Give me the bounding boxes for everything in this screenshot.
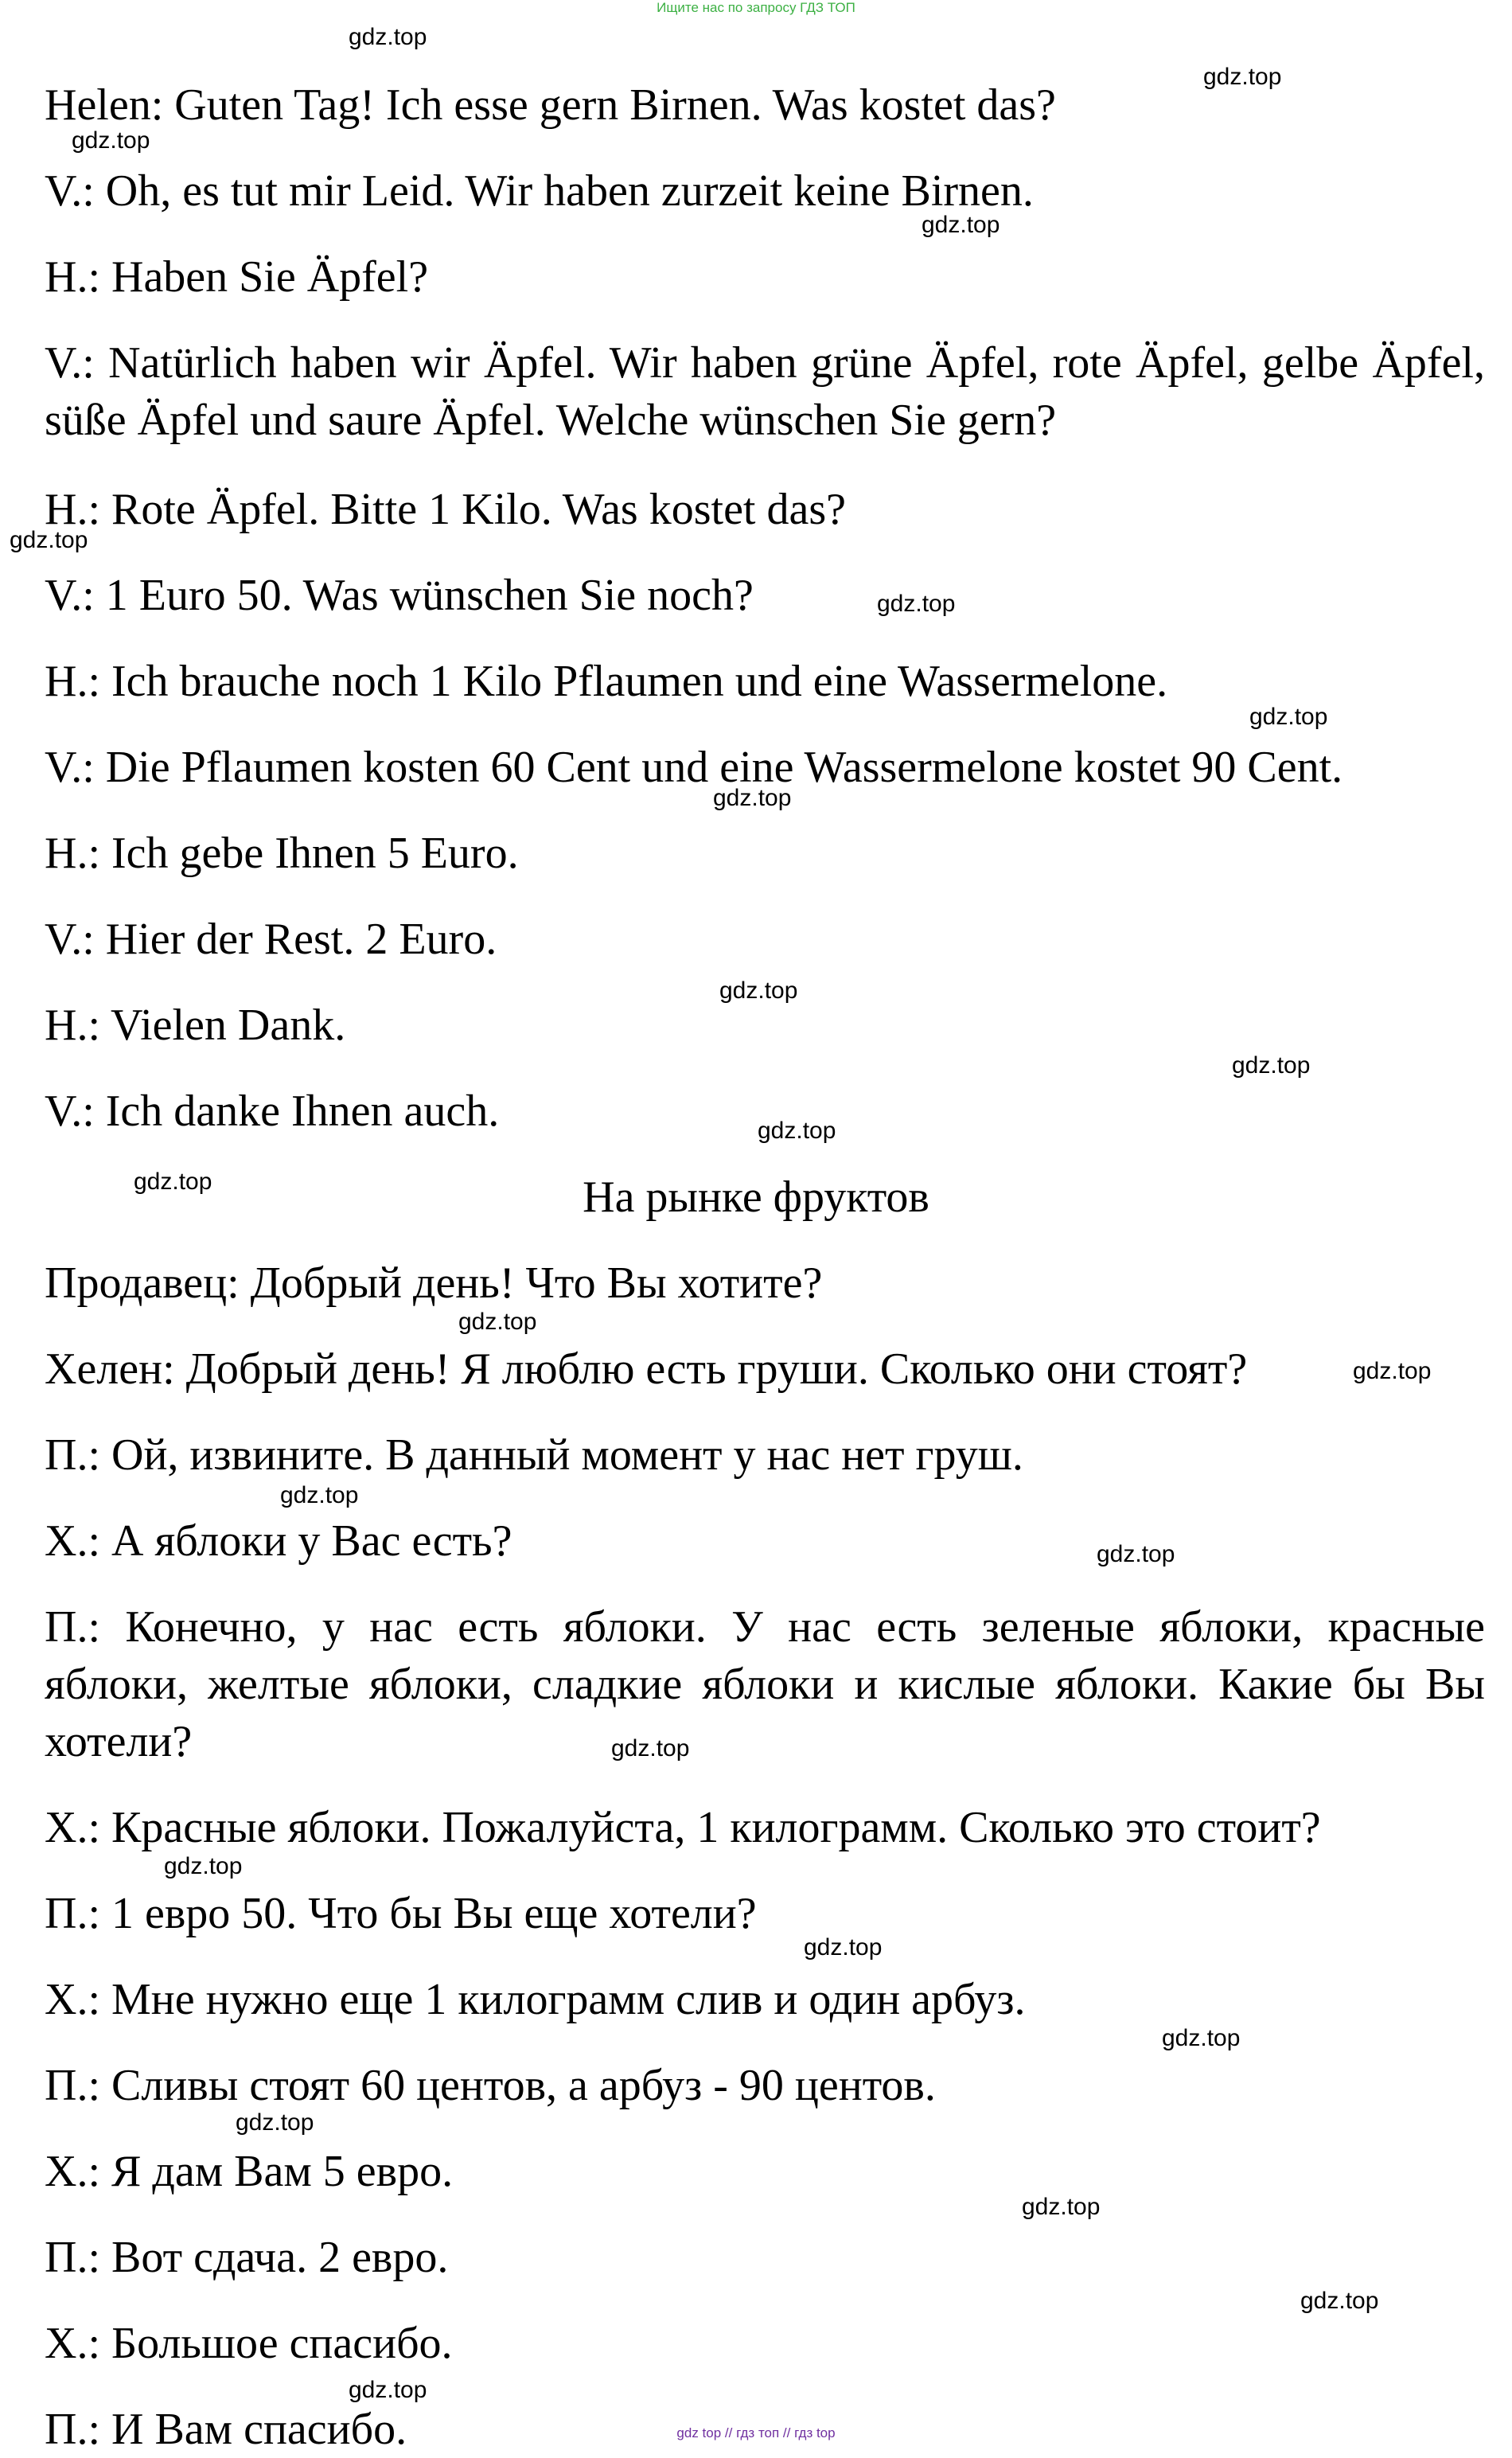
dialogue-de-line: H.: Ich brauche noch 1 Kilo Pflaumen und eine Wassermelone.	[45, 657, 1168, 706]
watermark: gdz.top	[236, 2109, 314, 2136]
watermark: gdz.top	[1232, 1052, 1311, 1079]
dialogue-ru-paragraph: П.: Конечно, у нас есть яблоки. У нас есть зеленые яблоки, красные яблоки, желтые яблоки, сладкие яблоки и кислые яблоки. Какие бы Вы хотели?	[45, 1602, 1485, 1766]
watermark: gdz.top	[134, 1169, 212, 1195]
watermark: gdz.top	[164, 1853, 243, 1879]
dialogue-ru-line: Х.: А яблоки у Вас есть?	[45, 1516, 512, 1566]
watermark: gdz.top	[1097, 1541, 1175, 1567]
dialogue-ru-line: П.: Вот сдача. 2 евро.	[45, 2233, 449, 2282]
dialogue-de-paragraph: V.: Natürlich haben wir Äpfel. Wir haben grüne Äpfel, rote Äpfel, gelbe Äpfel, süße Äpfel und saure Äpfel. Welche wünschen Sie gern?	[45, 338, 1485, 445]
dialogue-ru-line: Х.: Мне нужно еще 1 килограмм слив и один арбуз.	[45, 1975, 1026, 2024]
dialogue-ru-line: Х.: Большое спасибо.	[45, 2319, 453, 2368]
watermark: gdz.top	[72, 127, 150, 154]
dialogue-de-line: Helen: Guten Tag! Ich esse gern Birnen. Was kostet das?	[45, 80, 1056, 130]
watermark: gdz.top	[10, 527, 88, 553]
dialogue-ru-line: Х.: Я дам Вам 5 евро.	[45, 2147, 454, 2196]
dialogue-ru-line: Продавец: Добрый день! Что Вы хотите?	[45, 1258, 823, 1308]
dialogue-ru-line: П.: И Вам спасибо.	[45, 2405, 407, 2454]
footer-links[interactable]: gdz top // гдз топ // гдз top	[676, 2425, 836, 2440]
watermark: gdz.top	[719, 977, 798, 1004]
watermark: gdz.top	[713, 785, 792, 811]
dialogue-ru-line: Х.: Красные яблоки. Пожалуйста, 1 килограмм. Сколько это стоит?	[45, 1803, 1321, 1852]
dialogue-de-line: V.: Oh, es tut mir Leid. Wir haben zurzeit keine Birnen.	[45, 166, 1034, 216]
dialogue-de-line: V.: Hier der Rest. 2 Euro.	[45, 915, 497, 964]
watermark: gdz.top	[1022, 2194, 1101, 2220]
watermark: gdz.top	[1203, 64, 1282, 90]
dialogue-ru-line: П.: Ой, извините. В данный момент у нас нет груш.	[45, 1430, 1023, 1480]
dialogue-de-line: H.: Rote Äpfel. Bitte 1 Kilo. Was kostet das?	[45, 485, 846, 534]
watermark: gdz.top	[349, 2377, 427, 2403]
dialogue-de-line: V.: Die Pflaumen kosten 60 Cent und eine Wassermelone kostet 90 Cent.	[45, 743, 1343, 792]
watermark: gdz.top	[877, 591, 956, 617]
dialogue-de-line: V.: Ich danke Ihnen auch.	[45, 1087, 500, 1136]
dialogue-de-line: V.: 1 Euro 50. Was wünschen Sie noch?	[45, 571, 754, 620]
watermark: gdz.top	[1300, 2288, 1379, 2314]
watermark: gdz.top	[611, 1735, 690, 1762]
watermark: gdz.top	[804, 1934, 883, 1961]
dialogue-de-line: H.: Ich gebe Ihnen 5 Euro.	[45, 829, 519, 878]
watermark: gdz.top	[458, 1309, 537, 1335]
search-hint-link[interactable]: Ищите нас по запросу ГДЗ ТОП	[657, 0, 855, 15]
dialogue-de-line: H.: Vielen Dank.	[45, 1001, 346, 1050]
watermark: gdz.top	[1353, 1358, 1432, 1384]
translation-title: На рынке фруктов	[583, 1172, 929, 1222]
watermark: gdz.top	[758, 1118, 836, 1144]
watermark: gdz.top	[922, 212, 1000, 238]
dialogue-ru-line: П.: 1 евро 50. Что бы Вы еще хотели?	[45, 1889, 757, 1938]
watermark: gdz.top	[349, 24, 427, 50]
watermark: gdz.top	[280, 1482, 359, 1508]
watermark: gdz.top	[1162, 2025, 1241, 2051]
watermark: gdz.top	[1249, 704, 1328, 730]
dialogue-ru-line: Хелен: Добрый день! Я люблю есть груши. Сколько они стоят?	[45, 1344, 1248, 1394]
dialogue-de-line: H.: Haben Sie Äpfel?	[45, 252, 429, 302]
dialogue-ru-line: П.: Сливы стоят 60 центов, а арбуз - 90 центов.	[45, 2061, 936, 2110]
